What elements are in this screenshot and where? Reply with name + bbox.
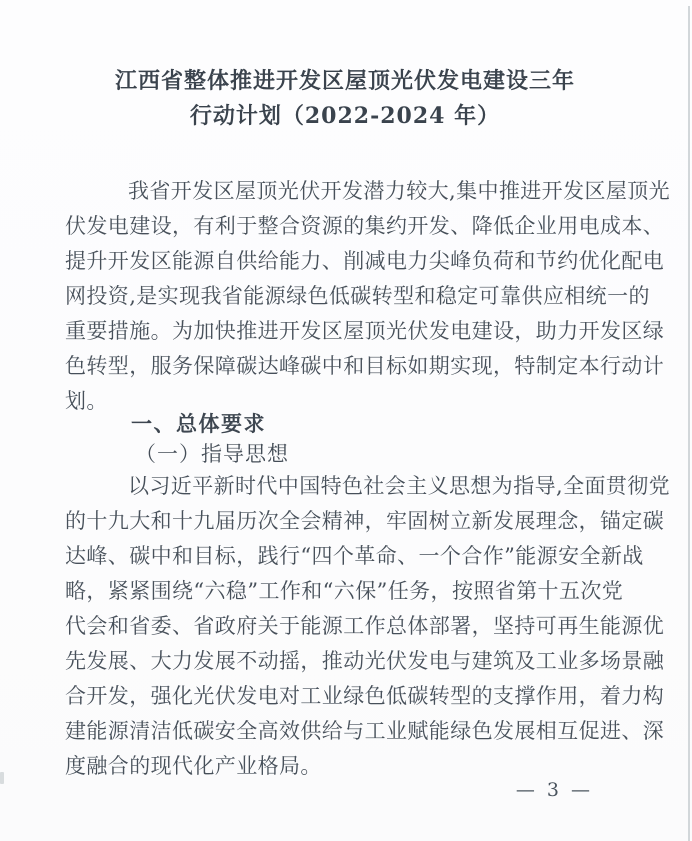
scan-smudge-artifact [0, 772, 4, 784]
para2-line-3: 达峰、碳中和目标，践行“四个革命、一个合作”能源安全新战 [65, 544, 644, 568]
page-number: — 3 — [515, 779, 593, 801]
para1-line-2: 伏发电建设，有利于整合资源的集约开发、降低企业用电成本、 [65, 214, 665, 238]
para2-line-2: 的十九大和十九届历次全会精神，牢固树立新发展理念，锚定碳 [65, 509, 665, 533]
document-title-line-2: 行动计划（2022-2024 年） [189, 103, 501, 129]
para2-line-1: 以习近平新时代中国特色社会主义思想为指导,全面贯彻党 [128, 474, 671, 498]
para1-line-4: 网投资,是实现我省能源绿色低碳转型和稳定可靠供应相统一的 [65, 284, 650, 308]
para2-line-9: 度融合的现代化产业格局。 [65, 754, 322, 778]
paragraph-guiding-ideology [65, 469, 671, 784]
para1-line-5: 重要措施。为加快推进开发区屋顶光伏发电建设，助力开发区绿 [65, 319, 665, 343]
paragraph-intro [65, 174, 671, 419]
document-title-line-1: 江西省整体推进开发区屋顶光伏发电建设三年 [114, 68, 575, 94]
para2-line-5: 代会和省委、省政府关于能源工作总体部署，坚持可再生能源优 [65, 614, 665, 638]
para1-line-3: 提升开发区能源自供给能力、削减电力尖峰负荷和节约优化配电 [65, 249, 665, 273]
para2-line-7: 合开发，强化光伏发电对工业绿色低碳转型的支撑作用，着力构 [65, 684, 665, 708]
para1-line-1: 我省开发区屋顶光伏开发潜力较大,集中推进开发区屋顶光 [128, 179, 671, 203]
document-content [65, 64, 671, 784]
para2-line-6: 先发展、大力发展不动摇，推动光伏发电与建筑及工业多场景融 [65, 649, 665, 673]
para1-line-7: 划。 [65, 389, 108, 413]
para1-line-6: 色转型，服务保障碳达峰碳中和目标如期实现，特制定本行动计 [65, 354, 665, 378]
para2-line-4: 略，紧紧围绕“六稳”工作和“六保”任务，按照省第十五次党 [65, 579, 624, 603]
subsection-heading-1-1: （一）指导思想 [135, 442, 289, 466]
para2-line-8: 建能源清洁低碳安全高效供给与工业赋能绿色发展相互促进、深 [65, 719, 665, 743]
scan-edge-artifact [688, 6, 690, 841]
section-heading-1: 一、总体要求 [131, 412, 266, 436]
